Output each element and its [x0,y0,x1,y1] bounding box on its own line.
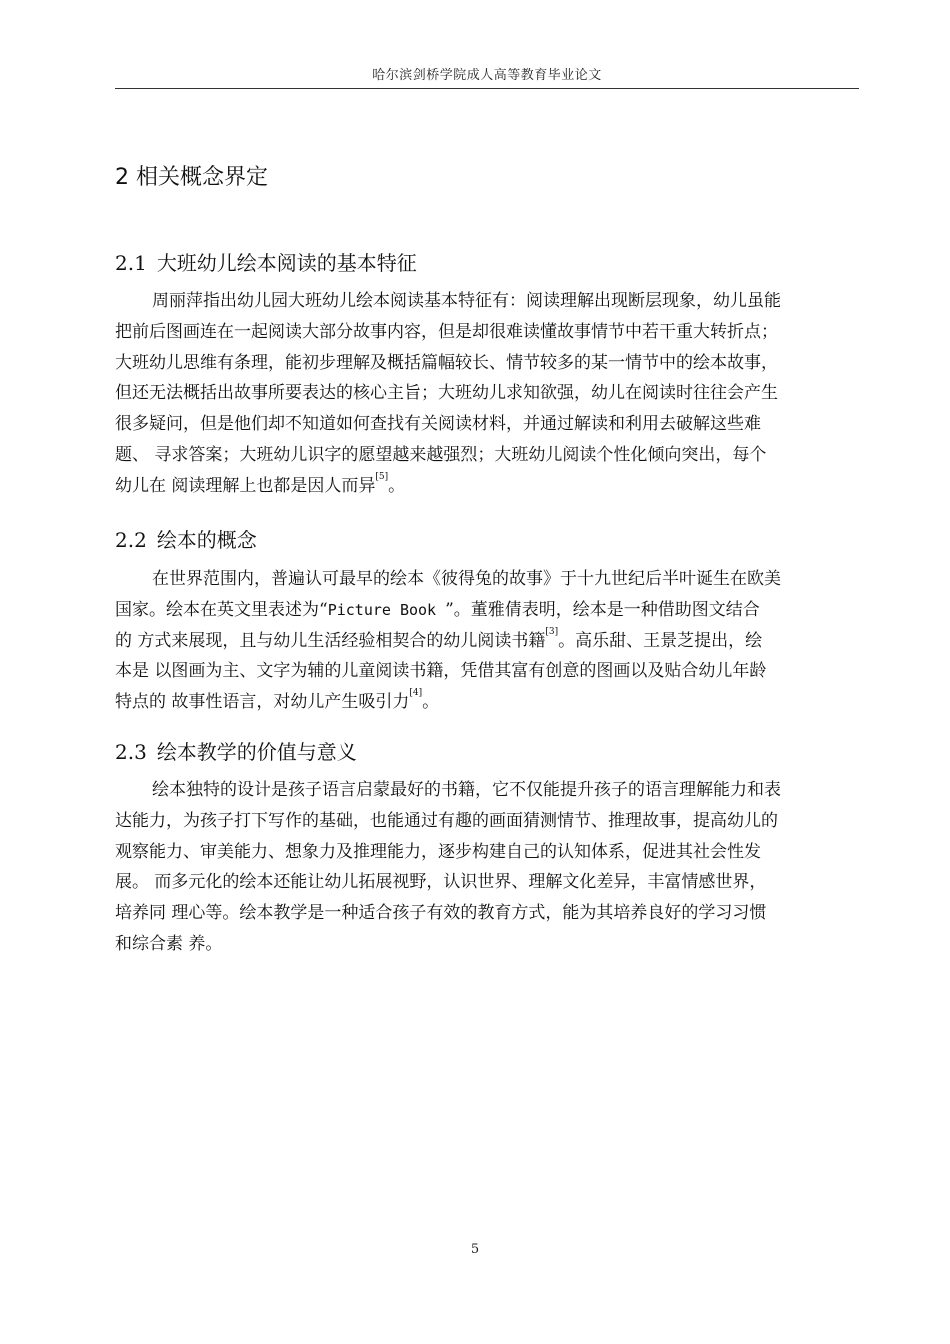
citation-marker: [3] [545,626,559,637]
paragraph-2-2 [115,564,863,718]
citation-marker: [4] [409,688,423,699]
page-number: 5 [470,1242,480,1257]
paragraph-line: 本是 以图画为主、文字为辅的儿童阅读书籍，凭借其富有创意的图画以及贴合幼儿年龄 [115,661,767,682]
paragraph-line [115,687,863,718]
section-number: 2.3 [115,740,147,764]
paragraph-line: 展。 而多元化的绘本还能让幼儿拓展视野，认识世界、理解文化差异，丰富情感世界， [115,872,767,893]
paragraph-2-1 [115,286,863,502]
line-tail: 。 [422,692,440,713]
paragraph-line [115,595,863,626]
running-header: 哈尔滨剑桥学院成人高等教育毕业论文 [372,68,602,83]
line-text: 的 方式来展现，且与幼儿生活经验相契合的幼儿阅读书籍 [115,630,546,651]
line-text: 幼儿在 阅读理解上也都是因人而异 [115,475,376,496]
paragraph-line: 把前后图画连在一起阅读大部分故事内容，但是却很难读懂故事情节中若干重大转折点； [115,321,778,342]
paragraph-line: 但还无法概括出故事所要表达的核心主旨；大班幼儿求知欲强，幼儿在阅读时往往会产生 [115,383,778,404]
section-title: 大班幼儿绘本阅读的基本特征 [156,251,417,275]
english-term: Picture Book [327,600,446,619]
paragraph-line: 绘本独特的设计是孩子语言启蒙最好的书籍，它不仅能提升孩子的语言理解能力和表 [152,780,781,800]
citation-marker: [5] [375,471,389,482]
section-heading-2-1 [115,247,417,276]
section-heading-2-2 [115,524,257,553]
paragraph-line: 培养同 理心等。绘本教学是一种适合孩子有效的教育方式，能为其培养良好的学习习惯 [115,903,767,924]
paragraph-line: 观察能力、审美能力、想象力及推理能力，逐步构建自己的认知体系，促进其社会性发 [115,841,761,862]
section-number: 2.1 [115,251,147,275]
paragraph-2-3 [115,775,863,960]
section-title: 绘本教学的价值与意义 [156,740,357,764]
paragraph-line: 大班幼儿思维有条理，能初步理解及概括篇幅较长、情节较多的某一情节中的绘本故事， [115,352,778,373]
paragraph-line: 很多疑问，但是他们却不知道如何查找有关阅读材料，并通过解读和利用去破解这些难 [115,414,761,435]
paragraph-line: 题、 寻求答案；大班幼儿识字的愿望越来越强烈；大班幼儿阅读个性化倾向突出，每个 [115,444,767,465]
section-title: 绘本的概念 [156,528,257,552]
paragraph-line: 和综合素 养。 [115,933,223,954]
header-rule [115,88,859,89]
section-number: 2.2 [115,528,147,552]
paragraph-line [115,471,863,502]
line-tail: ”。董雅倩表明，绘本是一种借助图文结合 [445,599,760,620]
chapter-title: 2 相关概念界定 [115,165,268,190]
paragraph-line: 周丽萍指出幼儿园大班幼儿绘本阅读基本特征有：阅读理解出现断层现象，幼儿虽能 [152,291,781,311]
paragraph-line [115,626,863,657]
line-text: 特点的 故事性语言，对幼儿产生吸引力 [115,692,410,713]
paragraph-line: 达能力，为孩子打下写作的基础，也能通过有趣的画面猜测情节、推理故事，提高幼儿的 [115,810,778,831]
paragraph-line: 在世界范围内，普遍认可最早的绘本《彼得兔的故事》于十九世纪后半叶诞生在欧美 [152,569,781,589]
section-heading-2-3 [115,736,357,765]
line-tail: 。 [388,475,406,496]
line-tail: 。高乐甜、王景芝提出，绘 [558,630,763,651]
line-text: 国家。绘本在英文里表述为“ [115,599,328,620]
